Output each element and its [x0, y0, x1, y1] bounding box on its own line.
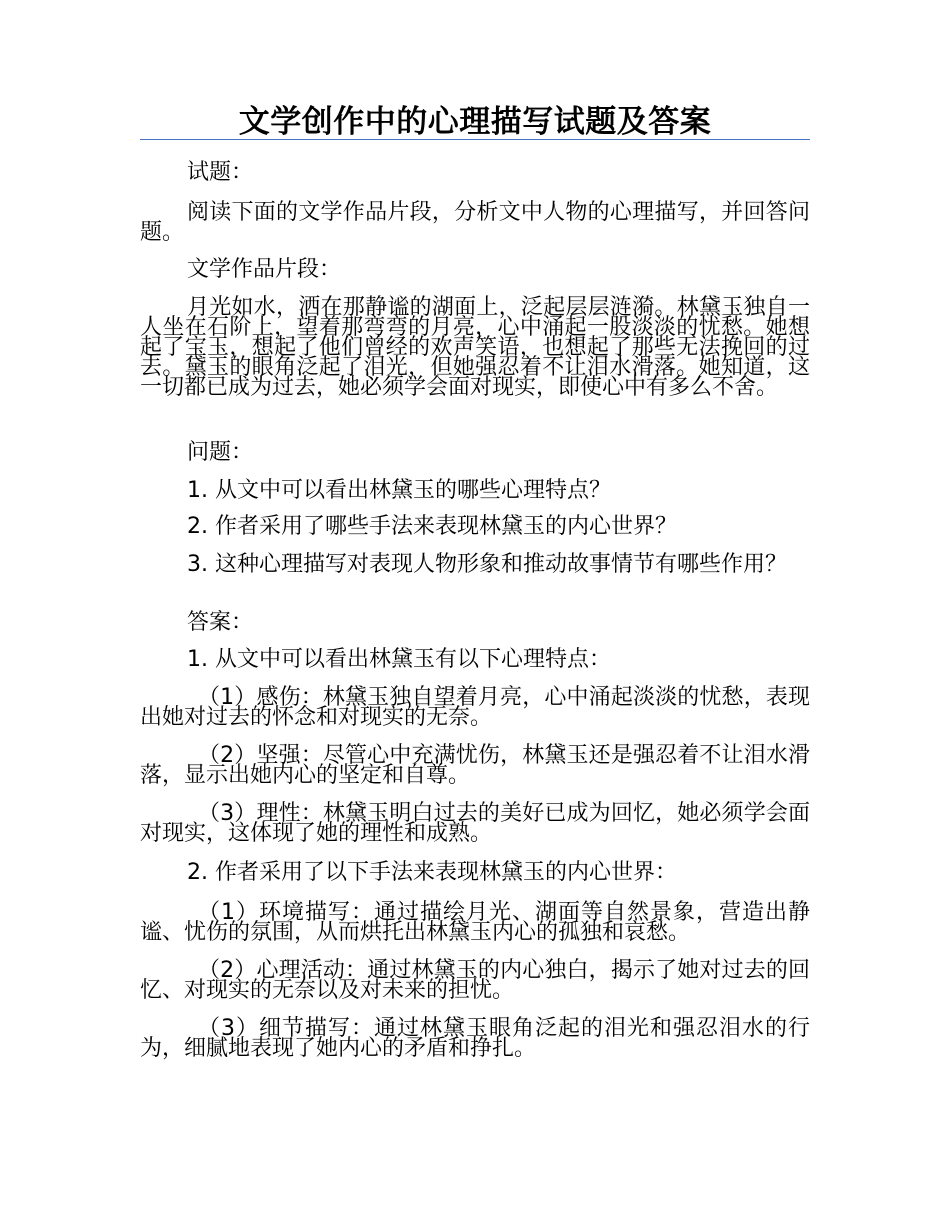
answer-1-intro: 1. 从文中可以看出林黛玉有以下心理特点： — [187, 647, 611, 672]
instruction-paragraph: 阅读下面的文学作品片段，分析文中人物的心理描写，并回答问题。 — [140, 200, 810, 245]
excerpt-heading: 文学作品片段： — [187, 257, 342, 282]
answer-2-intro: 2. 作者采用了以下手法来表现林黛玉的内心世界： — [187, 860, 677, 885]
answer-1-point-1: （1）感伤：林黛玉独自望着月亮，心中涌起淡淡的忧愁，表现出她对过去的怀念和对现实的无奈。 — [140, 685, 810, 730]
answer-2-point-2: （2）心理活动：通过林黛玉的内心独白，揭示了她对过去的回忆、对现实的无奈以及对未来的担忧。 — [140, 958, 810, 1003]
document-title: 文学创作中的心理描写试题及答案 — [238, 104, 712, 140]
answer-2-point-3: （3）细节描写：通过林黛玉眼角泛起的泪光和强忍泪水的行为，细腻地表现了她内心的矛盾和挣扎。 — [140, 1016, 810, 1061]
section-heading-questions: 试题： — [187, 160, 254, 185]
answer-1-point-3: （3）理性：林黛玉明白过去的美好已成为回忆，她必须学会面对现实，这体现了她的理性和成熟。 — [140, 801, 810, 846]
excerpt-paragraph: 月光如水，洒在那静谧的湖面上，泛起层层涟漪。林黛玉独自一人坐在石阶上，望着那弯弯的月亮，心中涌起一股淡淡的忧愁。她想起了宝玉，想起了他们曾经的欢声笑语，也想起了那些无法挽回的过去。黛玉的眼角泛起了泪光，但她强忍着不让泪水滑落。她知道，这一切都已成为过去，她必须学会面对现实，即使心中有多么不舍。 — [140, 295, 810, 400]
questions-heading: 问题： — [187, 440, 254, 465]
answer-2-point-1: （1）环境描写：通过描绘月光、湖面等自然景象，营造出静谧、忧伤的氛围，从而烘托出林黛玉内心的孤独和哀愁。 — [140, 900, 810, 945]
answers-heading: 答案： — [187, 610, 254, 635]
title-underline — [140, 139, 810, 140]
question-1: 1. 从文中可以看出林黛玉的哪些心理特点？ — [187, 478, 611, 503]
question-2: 2. 作者采用了哪些手法来表现林黛玉的内心世界？ — [187, 514, 677, 539]
question-3: 3. 这种心理描写对表现人物形象和推动故事情节有哪些作用？ — [187, 552, 787, 577]
answer-1-point-2: （2）坚强：尽管心中充满忧伤，林黛玉还是强忍着不让泪水滑落，显示出她内心的坚定和自尊。 — [140, 743, 810, 788]
